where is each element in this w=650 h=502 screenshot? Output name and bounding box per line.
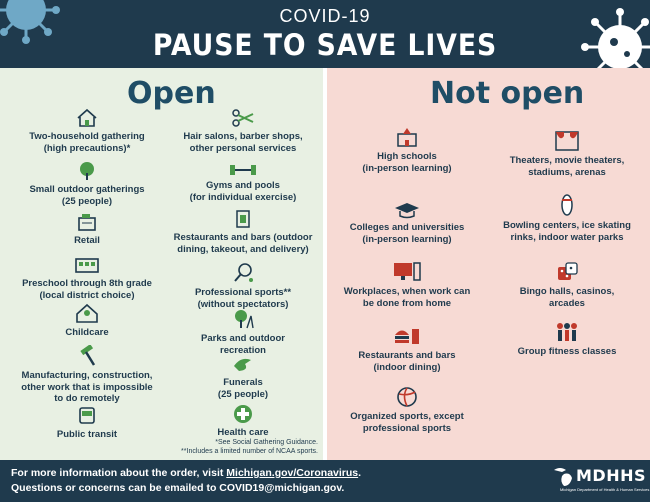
item-label: Hair salons, barber shops, other personal services — [183, 131, 303, 154]
childcare-icon — [74, 302, 100, 324]
dumbbell-icon — [228, 163, 258, 177]
open-item-manufacturing — [6, 345, 168, 405]
item-label: Colleges and universities (in-person learning) — [349, 222, 465, 245]
not-open-item-colleges — [327, 201, 487, 245]
item-label: Theaters, movie theaters, stadiums, arenas — [509, 155, 625, 178]
item-label: Retail — [74, 235, 100, 246]
open-heading: Open — [127, 76, 216, 111]
not-open-item-high-schools — [331, 126, 483, 174]
dice-icon — [555, 261, 579, 283]
not-open-heading: Not open — [430, 76, 585, 111]
health-cross-icon — [233, 404, 253, 424]
open-panel — [0, 68, 323, 460]
michigan-icon — [550, 464, 576, 488]
takeout-icon — [235, 209, 251, 229]
item-label: Two-household gathering (high precautions)* — [29, 131, 145, 154]
brand-tagline: Michigan Department of Health & Human Services — [560, 487, 650, 492]
footnote — [150, 438, 318, 456]
brand-name: MDHHS — [576, 466, 647, 485]
scissors-icon — [231, 108, 255, 128]
open-item-childcare — [12, 302, 162, 339]
fitness-group-icon — [554, 321, 580, 343]
open-item-hair-salons — [170, 108, 316, 154]
hammer-icon — [76, 345, 98, 367]
item-label: Public transit — [56, 429, 118, 440]
footer-info-text: For more information about the order, visit — [11, 467, 227, 479]
item-label: High schools (in-person learning) — [362, 151, 452, 174]
not-open-item-indoor-dining — [331, 323, 483, 373]
not-open-item-bowling — [487, 191, 647, 243]
burger-drink-icon — [392, 323, 422, 347]
item-label: Funerals (25 people) — [217, 377, 269, 400]
item-label: Childcare — [65, 327, 109, 338]
bowling-icon — [556, 191, 578, 217]
footnote-ncaa: **Includes a limited number of NCAA sports. — [181, 448, 318, 455]
item-label: Health care — [217, 427, 269, 438]
header — [0, 0, 650, 68]
cash-register-icon — [76, 212, 98, 232]
park-icon — [231, 308, 255, 330]
item-label: Small outdoor gatherings (25 people) — [29, 184, 145, 207]
open-item-health-care — [170, 404, 316, 439]
footer-line2: Questions or concerns can be emailed to COVID19@michigan.gov. — [11, 482, 345, 494]
subtitle: COVID-19 — [279, 6, 371, 26]
open-item-restaurants-outdoor — [166, 209, 320, 255]
volleyball-icon — [396, 386, 418, 408]
item-label: Workplaces, when work can be done from home — [343, 286, 471, 309]
not-open-item-theaters — [487, 130, 647, 178]
bus-icon — [77, 406, 97, 426]
item-label: Professional sports** (without spectators) — [194, 287, 292, 310]
not-open-item-bingo — [487, 261, 647, 309]
item-label: Parks and outdoor recreation — [201, 333, 285, 356]
item-label: Preschool through 8th grade (local district choice) — [22, 278, 152, 301]
open-item-preschool — [12, 255, 162, 301]
footer-period: . — [358, 467, 362, 479]
house-icon — [76, 108, 98, 128]
not-open-item-group-fitness — [487, 321, 647, 358]
graduation-cap-icon — [393, 201, 421, 219]
open-item-parks — [170, 308, 316, 356]
theater-icon — [554, 130, 580, 152]
item-label: Gyms and pools (for individual exercise) — [189, 180, 297, 203]
tennis-icon — [232, 262, 254, 284]
item-label: Bingo halls, casinos, arcades — [519, 286, 615, 309]
tree-icon — [76, 161, 98, 181]
mdhhs-logo — [550, 464, 650, 498]
not-open-panel — [327, 68, 650, 460]
open-item-retail — [12, 212, 162, 247]
school-bus-icon — [73, 255, 101, 275]
item-label: Restaurants and bars (indoor dining) — [358, 350, 456, 373]
item-label: Manufacturing, construction, other work that is impossible to do remotely — [21, 370, 153, 404]
dove-icon — [231, 354, 255, 374]
open-item-funerals — [170, 354, 316, 400]
open-item-professional-sports — [170, 262, 316, 310]
not-open-item-organized-sports — [327, 386, 487, 434]
coronavirus-link[interactable]: Michigan.gov/Coronavirus — [226, 467, 359, 479]
open-item-outdoor-gatherings — [12, 161, 162, 207]
computer-icon — [392, 261, 422, 283]
open-item-two-household — [12, 108, 162, 154]
virus-icon — [0, 0, 76, 60]
open-item-public-transit — [12, 406, 162, 441]
high-school-icon — [395, 126, 419, 148]
open-item-gyms — [170, 163, 316, 203]
item-label: Group fitness classes — [517, 346, 617, 357]
page-title: PAUSE TO SAVE LIVES — [152, 28, 498, 62]
item-label: Organized sports, except professional sports — [350, 411, 464, 434]
not-open-item-workplaces — [327, 261, 487, 309]
footnote-social-gathering: *See Social Gathering Guidance. — [215, 439, 318, 446]
item-label: Bowling centers, ice skating rinks, indoor water parks — [503, 220, 631, 243]
item-label: Restaurants and bars (outdoor dining, takeout, and delivery) — [173, 232, 313, 255]
